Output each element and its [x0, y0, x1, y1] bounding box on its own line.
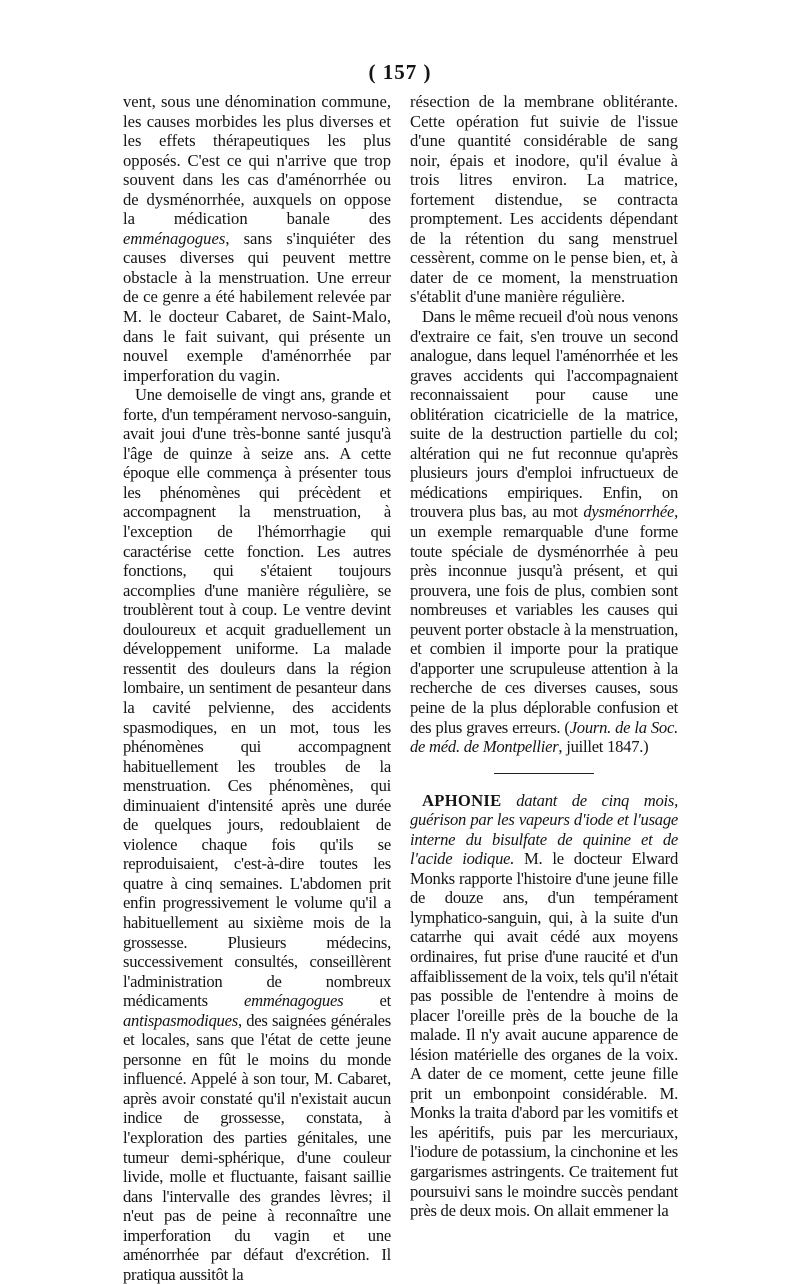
emphasis: emménagogues	[244, 991, 344, 1011]
article-headline: APHONIE	[422, 790, 502, 810]
emphasis: antispasmodiques	[123, 1010, 238, 1030]
paragraph-case-description: Une demoiselle de vingt ans, grande et forte, d'un tempérament nervoso-sanguin, avait joui d'une très-bonne santé jusqu'à l'âge de quinze à seize ans. A cette époque elle commença à présenter tous les phénomènes qui précèdent et accompagnent la menstruation, à l'exception de l'hémorrhagie qui caractérise cette fonction. Les autres fonctions, qui s'étaient toujours accomplies d'une manière régulière, se troublèrent tout à coup. Le ventre devint douloureux et acquit graduellement un développement uniforme. La malade ressentit des douleurs dans la région lombaire, un sentiment de pesanteur dans la cavité pelvienne, des accidents spasmodiques, en un mot, tous les phénomènes qui accompagnent habituellement les troubles de la menstruation. Ces phénomènes, qui diminuaient d'intensité après une durée de quelques jours, redoublaient de violence chaque fois qu'ils se reproduisaient, c'est-à-dire toutes les quatre à cinq semaines. L'abdomen prit enfin progressivement le volume qu'il a habituellement au sixième mois de la grossesse. Plusieurs médecins, successivement consultés, conseillèrent l'administration de nombreux médicaments emménagogues et antispasmodiques, des saignées générales et locales, sans que l'état de cette jeune personne en fût le moins du monde influencé. Appelé à son tour, M. Cabaret, après avoir constaté qu'il n'existait aucun indice de grossesse, constata, à l'exploration des parties génitales, une tumeur demi-sphérique, d'une couleur livide, molle et fluctuante, faisant saillie dans l'intervalle des grandes lèvres; il n'eut pas de peine à reconnaître une imperforation du vagin et une aménorrhée par défaut d'excrétion. Il pratiqua aussitôt la	[123, 385, 391, 1284]
paragraph-second-case: Dans le même recueil d'où nous venons d'extraire ce fait, s'en trouve un second analogue, dans lequel l'aménorrhée et les graves accidents qui l'accompagnaient reconnaissaient pour cause une oblitération cicatricielle de la matrice, suite de la destruction partielle du col; altération qui ne fut reconnue qu'après plusieurs jours d'emploi infructueux de médications empiriques. Enfin, on trouvera plus bas, au mot dysménorrhée, un exemple remarquable d'une forme toute spéciale de dysménorrhée à peu près inconnue jusqu'à présent, et qui prouvera, une fois de plus, combien sont nombreuses et variables les causes qui peuvent porter obstacle à la menstruation, et combien il importe pour la pratique d'apporter une scrupuleuse attention à la recherche de ces diverses causes, sous peine de la plus déplorable confusion et des plus graves erreurs. (Journ. de la Soc. de méd. de Montpellier, juillet 1847.)	[410, 307, 678, 757]
left-column	[123, 92, 391, 1284]
article-subtitle: datant de cinq mois, guérison par les vapeurs d'iode et l'usage interne du bisulfate de quinine et de l'acide iodique.	[410, 790, 678, 869]
paragraph-continuation: vent, sous une dénomination commune, les causes morbides les plus diverses et les effets thérapeutiques les plus opposés. C'est ce qui n'arrive que trop souvent dans les cas d'aménorrhée ou de dysménorrhée, auxquels on oppose la médication banale des emménagogues, sans s'inquiéter des causes diverses qui peuvent mettre obstacle à la menstruation. Une erreur de ce genre a été habilement relevée par M. le docteur Cabaret, de Saint-Malo, dans le fait suivant, qui présente un nouvel exemple d'aménorrhée par imperforation du vagin.	[123, 92, 391, 385]
emphasis: emménagogues	[123, 228, 226, 248]
right-column	[410, 92, 678, 1221]
page-number: ( 157 )	[368, 60, 432, 84]
citation: Journ. de la Soc. de méd. de Montpellier	[410, 717, 678, 757]
paragraph-aphonie-article: APHONIE datant de cinq mois, guérison par les vapeurs d'iode et l'usage interne du bisulfate de quinine et de l'acide iodique. M. le docteur Elward Monks rapporte l'histoire d'une jeune fille de douze ans, d'un tempérament lymphatico-sanguin, qui, à la suite d'un catarrhe qui avait cédé aux moyens ordinaires, fut prise d'une raucité et d'un affaiblissement de la voix, tels qu'il n'était pas possible de l'entendre à moins de placer l'oreille près de la bouche de la malade. Il n'y avait aucune apparence de lésion matérielle des organes de la voix. A dater de ce moment, cette jeune fille prit un embonpoint considérable. M. Monks la traita d'abord par les vomitifs et les apéritifs, puis par les mercuriaux, l'iodure de potassium, la cinchonine et les gargarismes astringents. Ce traitement fut poursuivi sans le moindre succès pendant près de deux mois. On allait emmener la	[410, 790, 678, 1221]
section-divider	[494, 773, 594, 774]
emphasis: dysménorrhée	[583, 502, 675, 522]
paragraph-continuation: résection de la membrane oblitérante. Cette opération fut suivie de l'issue d'une quantité considérable de sang noir, épais et inodore, qu'il évalue à trois litres environ. La matrice, fortement distendue, se contracta promptement. Les accidents dépendant de la rétention du sang menstruel cessèrent, comme on le pense bien, et, à dater de ce moment, la menstruation s'établit d'une manière régulière.	[410, 92, 678, 307]
